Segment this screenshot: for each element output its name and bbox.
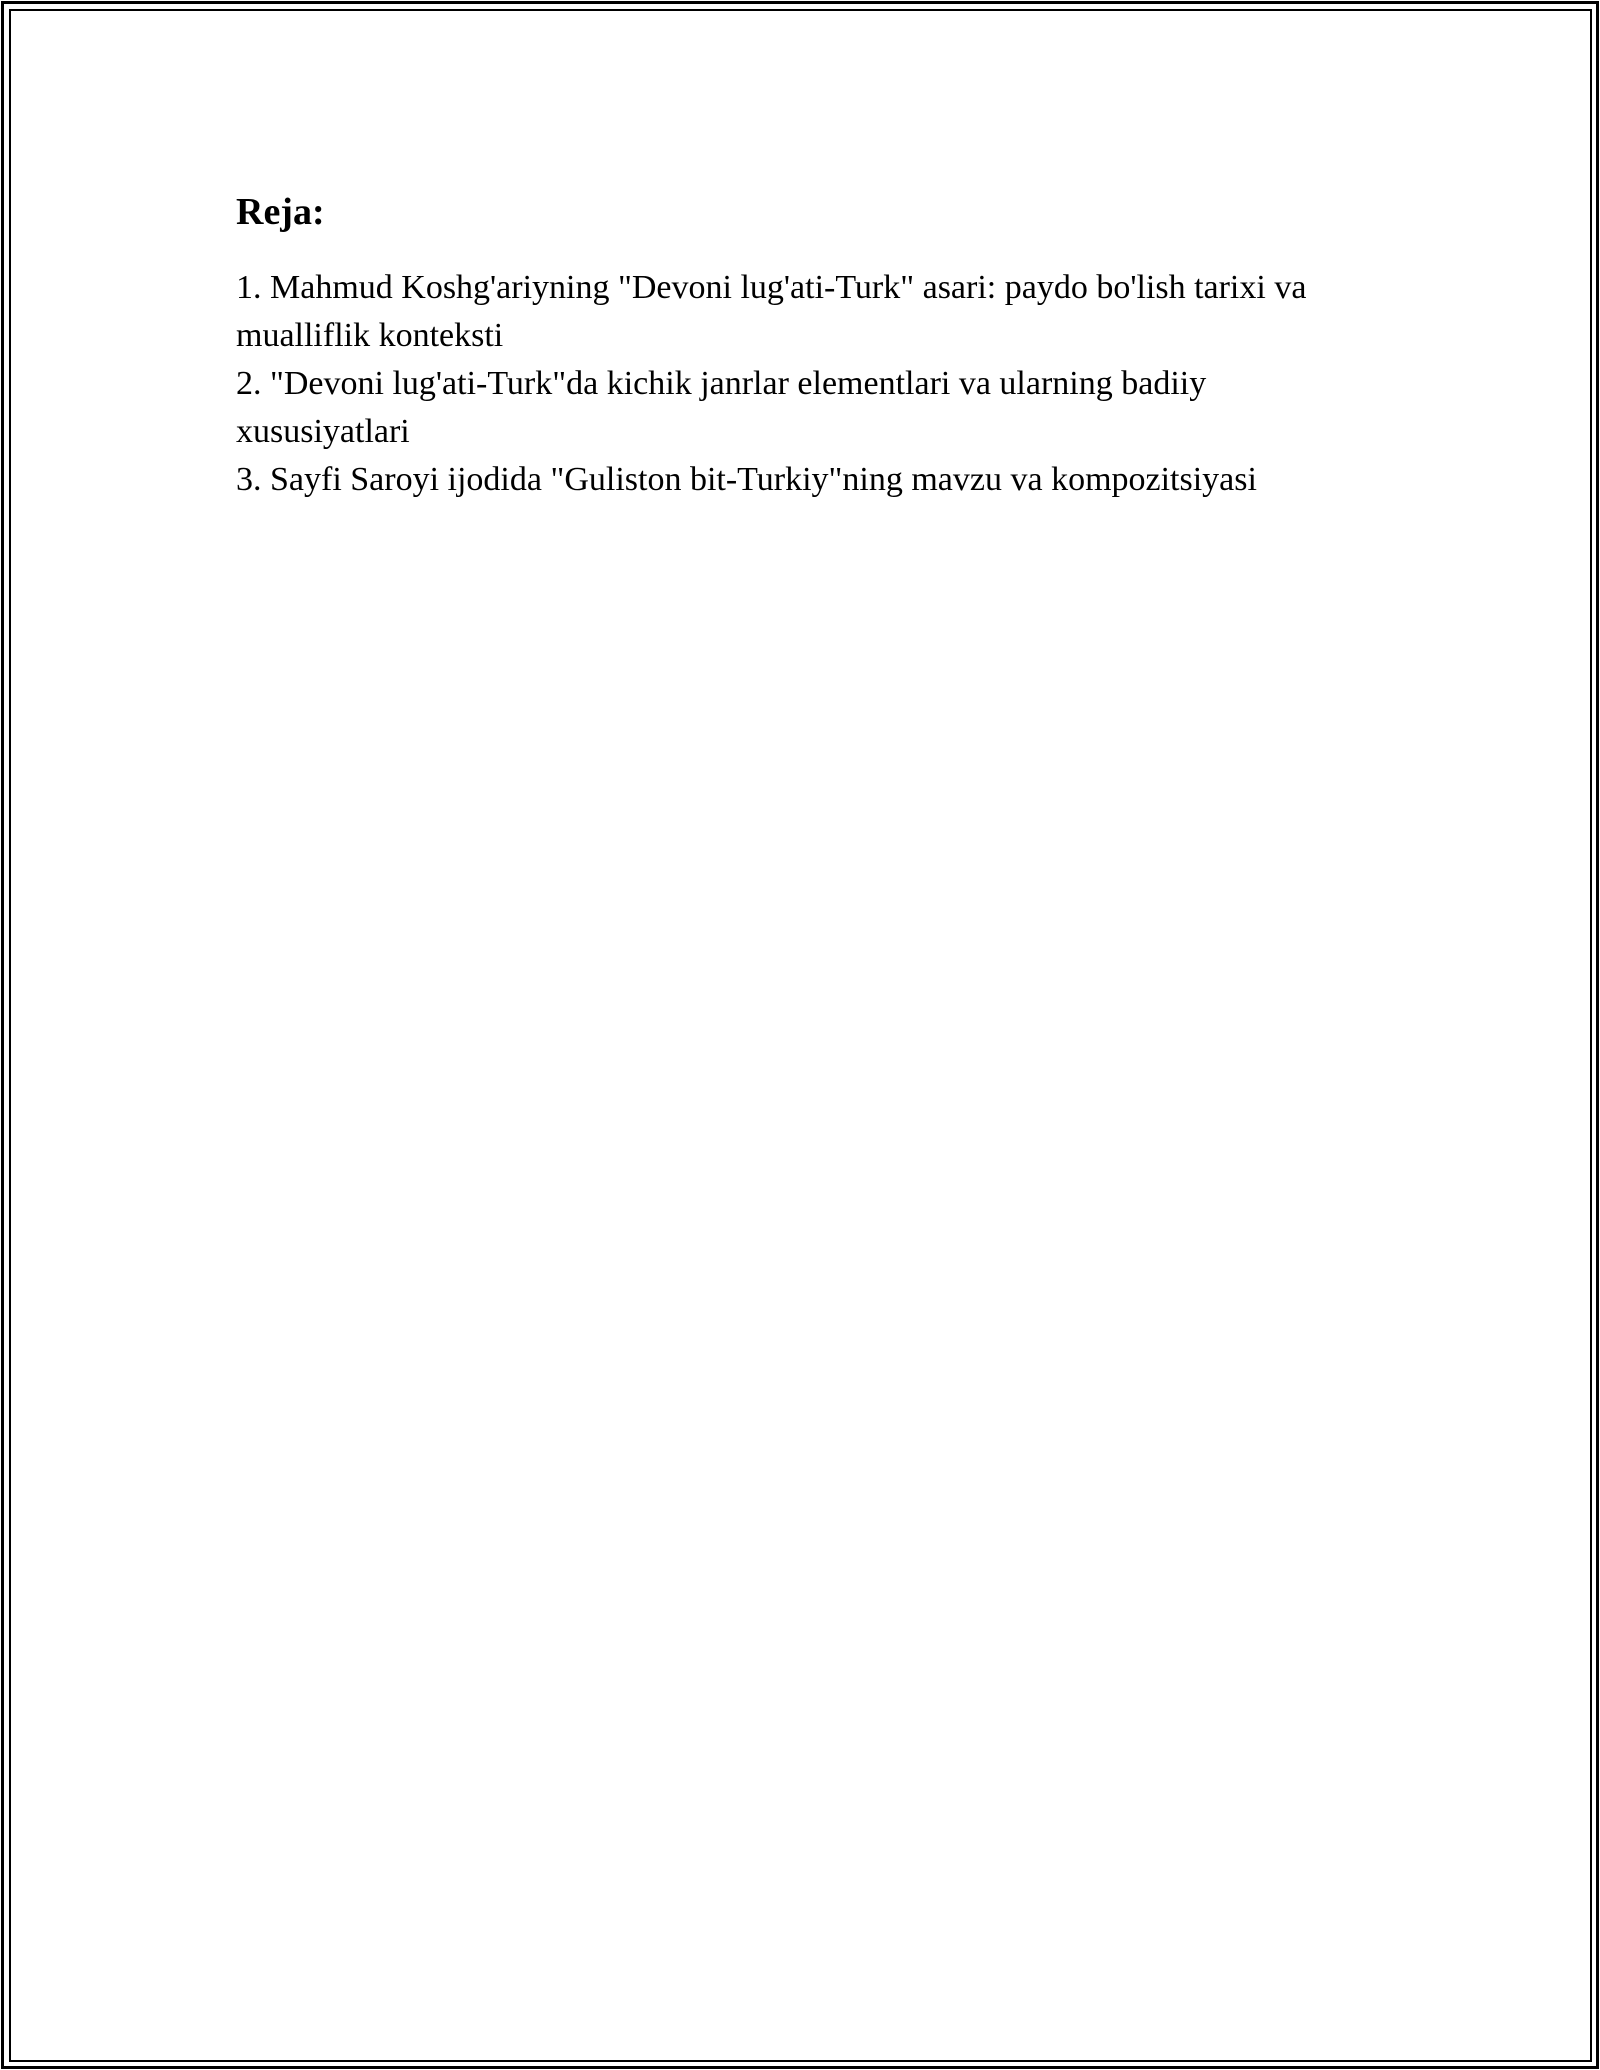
document-content xyxy=(236,184,1366,504)
plan-item-3: 3. Sayfi Saroyi ijodida "Guliston bit-Turkiy"ning mavzu va kompozitsiyasi xyxy=(236,461,1257,498)
plan-item-1: 1. Mahmud Koshg'ariyning "Devoni lug'ati-Turk" asari: paydo bo'lish tarixi va mualliflik konteksti xyxy=(236,269,1307,354)
plan-item-2: 2. "Devoni lug'ati-Turk"da kichik janrlar elementlari va ularning badiiy xususiyatlari xyxy=(236,365,1207,450)
plan-list xyxy=(236,264,1366,504)
plan-heading: Reja: xyxy=(236,191,325,233)
